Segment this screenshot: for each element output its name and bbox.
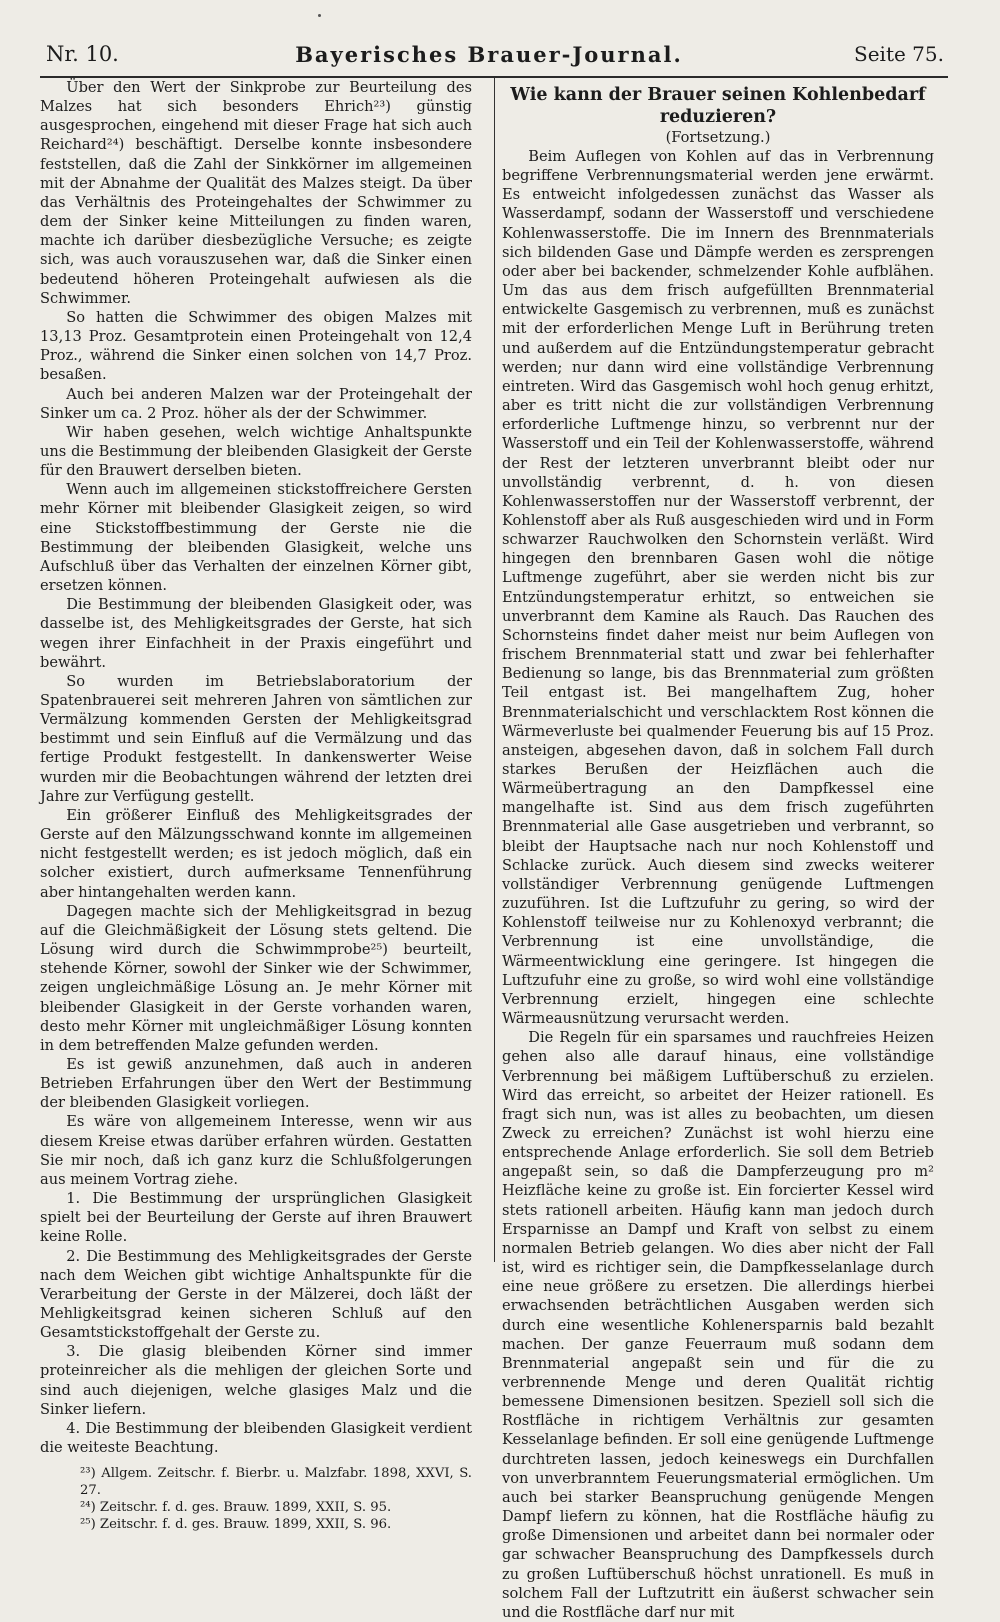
page-number: Seite 75. — [854, 42, 944, 66]
paragraph: So wurden im Betriebslaboratorium der Spatenbrauerei seit mehreren Jahren von sämtlichen zur Vermälzung kommenden Gersten der Mehligkeitsgrad bestimmt und sein Einfluß auf die Vermälzung und das fertige Produkt festgestellt. In dankenswerter Weise wurden mir die Beobachtungen während der letzten drei Jahre zur Verfügung gestellt. — [40, 672, 472, 805]
list-item: 2. Die Bestimmung des Mehligkeitsgrades der Gerste nach dem Weichen gibt wichtige Anhaltspunkte für die Verarbeitung der Gerste in der Mälzerei, doch läßt der Mehligkeitsgrad keinen sicheren Schluß auf den Gesamtstickstoffgehalt der Gerste zu. — [40, 1247, 472, 1342]
right-column — [502, 84, 934, 1622]
list-item: 4. Die Bestimmung der bleibenden Glasigkeit verdient die weiteste Beachtung. — [40, 1419, 472, 1457]
footnote: ²⁵) Zeitschr. f. d. ges. Brauw. 1899, XXII, S. 96. — [80, 1517, 392, 1533]
paragraph: Auch bei anderen Malzen war der Proteingehalt der Sinker um ca. 2 Proz. höher als der der Schwimmer. — [40, 385, 472, 422]
conclusions-list — [40, 1189, 472, 1457]
speck-mark — [318, 14, 321, 17]
paragraph: Die Bestimmung der bleibenden Glasigkeit oder, was dasselbe ist, des Mehligkeitsgrades der Gerste, hat sich wegen ihrer Einfachheit in der Praxis eingeführt und bewährt. — [40, 596, 472, 671]
paragraph: Wir haben gesehen, welch wichtige Anhaltspunkte uns die Bestimmung der bleibenden Glasigkeit der Gerste für den Brauwert derselben bieten. — [40, 423, 472, 480]
article-title: Wie kann der Brauer seinen Kohlenbedarf reduzieren? — [510, 85, 926, 127]
paragraph: Die Regeln für ein sparsames und rauchfreies Heizen gehen also alle darauf hinaus, eine vollständige Verbrennung bei mäßigem Luftüberschuß zu erzielen. Wird das erreicht, so arbeitet der Heizer rationell. Es fragt sich nun, was ist alles zu beobachten, um diesen Zweck zu erreichen? Zunächst ist wohl hierzu eine entsprechende Anlage erforderlich. Sie soll dem Betrieb angepaßt sein, so daß die Dampferzeugung pro m² Heizfläche keine zu große ist. Ein forcierter Kessel wird stets rationell arbeiten. Häufig kann man jedoch durch Ersparnisse an Dampf und Kraft von selbst zu einem normalen Betrieb gelangen. Wo dies aber nicht der Fall ist, wird es richtiger sein, die Dampfkesselanlage durch eine neue größere zu ersetzen. Die allerdings hierbei erwachsenden beträchtlichen Ausgaben werden sich durch eine wesentliche Kohlenersparnis bald bezahlt machen. Der ganze Feuerraum muß sodann dem Brennmaterial angepaßt sein und für die zu verbrennende Menge und deren Qualität richtig bemessene Dimensionen besitzen. Speziell soll sich die Rostfläche in richtigem Verhältnis zur gesamten Kesselanlage befinden. Er soll eine genügende Luftmenge durchtreten lassen, jedoch keineswegs ein Durchfallen von unverbranntem Feuerungsmaterial ermöglichen. Um auch bei starker Beanspruchung genügende Mengen Dampf liefern zu können, hat die Rostfläche häufig zu große Dimensionen und arbeitet dann bei normaler oder gar schwacher Beanspruchung des Dampfkessels durch zu großen Luftüberschuß höchst unrationell. Es muß in solchem Fall der Luftzutritt ein äußerst schwacher sein und die Rostfläche darf nur mit — [502, 1029, 934, 1621]
list-item: 3. Die glasig bleibenden Körner sind immer proteinreicher als die mehligen der gleichen Sorte und sind auch diejenigen, welche glasiges Malz und die Sinker liefern. — [40, 1343, 472, 1418]
footnote: ²⁴) Zeitschr. f. d. ges. Brauw. 1899, XXII, S. 95. — [80, 1500, 392, 1516]
paragraph: Wenn auch im allgemeinen stickstoffreichere Gersten mehr Körner mit bleibender Glasigkeit zeigen, so wird eine Stickstoffbestimmung der Gerste nie die Bestimmung der bleibenden Glasigkeit, welche uns Aufschluß über das Verhalten der einzelnen Körner gibt, ersetzen können. — [40, 481, 472, 595]
paragraph: Dagegen machte sich der Mehligkeitsgrad in bezug auf die Gleichmäßigkeit der Lösung stets geltend. Die Lösung wird durch die Schwimmprobe²⁵) beurteilt, stehende Körner, sowohl der Sinker wie der Schwimmer, zeigen ungleichmäßige Lösung an. Je mehr Körner mit bleibender Glasigkeit in der Gerste vorhanden waren, desto mehr Körner mit ungleichmäßiger Lösung konnten in dem betreffenden Malze gefunden werden. — [40, 902, 472, 1054]
left-column — [40, 78, 472, 1533]
issue-number: Nr. 10. — [46, 42, 119, 66]
page-header — [34, 42, 944, 70]
list-item: 1. Die Bestimmung der ursprünglichen Glasigkeit spielt bei der Beurteilung der Gerste auf ihren Brauwert keine Rolle. — [40, 1190, 472, 1246]
paragraph: Es ist gewiß anzunehmen, daß auch in anderen Betrieben Erfahrungen über den Wert der Bestimmung der bleibenden Glasigkeit vorliegen. — [40, 1055, 472, 1112]
paragraph: Es wäre von allgemeinem Interesse, wenn wir aus diesem Kreise etwas darüber erfahren würden. Gestatten Sie mir noch, daß ich ganz kurz die Schlußfolgerungen aus meinem Vortrag ziehe. — [40, 1113, 472, 1188]
paragraph: Ein größerer Einfluß des Mehligkeitsgrades der Gerste auf den Mälzungsschwand konnte im allgemeinen nicht festgestellt werden; es ist jedoch möglich, daß ein solcher existiert, durch aufmerksame Tennenführung aber hintangehalten werden kann. — [40, 806, 472, 901]
paragraph: Über den Wert der Sinkprobe zur Beurteilung des Malzes hat sich besonders Ehrich²³) günstig ausgesprochen, eingehend mit dieser Frage hat sich auch Reichard²⁴) beschäftigt. Derselbe konnte insbesondere feststellen, daß die Zahl der Sinkkörner im allgemeinen mit der Abnahme der Qualität des Malzes steigt. Da über das Verhältnis des Proteingehaltes der Schwimmer zu dem der Sinker keine Mitteilungen zu finden waren, machte ich darüber diesbezügliche Versuche; es zeigte sich, was auch vorauszusehen war, daß die Sinker einen bedeutend höheren Proteingehalt aufwiesen als die Schwimmer. — [40, 79, 472, 307]
footnote: ²³) Allgem. Zeitschr. f. Bierbr. u. Malzfabr. 1898, XXVI, S. 27. — [80, 1466, 472, 1499]
article-subtitle: (Fortsetzung.) — [665, 129, 771, 146]
paragraph: Beim Auflegen von Kohlen auf das in Verbrennung begriffene Verbrennungsmaterial werden jene erwärmt. Es entweicht infolgedessen zunächst das Wasser als Wasserdampf, sodann der Wasserstoff und verschiedene Kohlenwasserstoffe. Die im Innern des Brennmaterials sich bildenden Gase und Dämpfe werden es zersprengen oder aber bei backender, schmelzender Kohle aufblähen. Um das aus dem frisch aufgefüllten Brennmaterial entwickelte Gasgemisch zu verbrennen, muß es zunächst mit der erforderlichen Menge Luft in Berührung treten und außerdem auf die Entzündungstemperatur gebracht werden; nur dann wird eine vollständige Verbrennung eintreten. Wird das Gasgemisch wohl hoch genug erhitzt, aber es tritt nicht die zur vollständigen Verbrennung erforderliche Luftmenge hinzu, so verbrennt nur der Wasserstoff und ein Teil der Kohlenwasserstoffe, während der Rest der letzteren unverbrannt bleibt oder nur unvollständig verbrennt, d. h. von diesen Kohlenwasserstoffen nur der Wasserstoff verbrennt, der Kohlenstoff aber als Ruß ausgeschieden wird und in Form schwarzer Rauchwolken den Schornstein verläßt. Wird hingegen den brennbaren Gasen wohl die nötige Luftmenge zugeführt, aber sie werden nicht bis zur Entzündungstemperatur erhitzt, so entweichen sie unverbrannt dem Kamine als Rauch. Das Rauchen des Schornsteins findet daher meist nur beim Auflegen von frischem Brennmaterial statt und zwar bei fehlerhafter Bedienung so lange, bis das Brennmaterial zum größten Teil entgast ist. Bei mangelhaftem Zug, hoher Brennmaterialschicht und verschlacktem Rost können die Wärmeverluste bei qualmender Feuerung bis auf 15 Proz. ansteigen, abgesehen davon, daß in solchem Fall durch starkes Berußen der Heizflächen auch die Wärmeübertragung an den Dampfkessel eine mangelhafte ist. Sind aus dem frisch zugeführten Brennmaterial alle Gase ausgetrieben und verbrannt, so bleibt der Hauptsache nach nur noch Kohlenstoff und Schlacke zurück. Auch diesem sind zwecks weiterer vollständiger Verbrennung genügende Luftmengen zuzuführen. Ist die Luftzufuhr zu gering, so wird der Kohlenstoff teilweise nur zu Kohlenoxyd verbrannt; die Verbrennung ist eine unvollständige, die Wärmeentwicklung eine geringere. Ist hingegen die Luftzufuhr eine zu große, so wird wohl eine vollständige Verbrennung erzielt, hingegen eine schlechte Wärmeausnützung verursacht werden. — [502, 148, 934, 1028]
footnotes — [40, 1465, 472, 1533]
journal-title: Bayerisches Brauer-Journal. — [295, 42, 683, 67]
column-divider — [494, 78, 495, 1262]
paragraph: So hatten die Schwimmer des obigen Malzes mit 13,13 Proz. Gesamtprotein einen Proteingehalt von 12,4 Proz., während die Sinker einen solchen von 14,7 Proz. besaßen. — [40, 308, 472, 384]
